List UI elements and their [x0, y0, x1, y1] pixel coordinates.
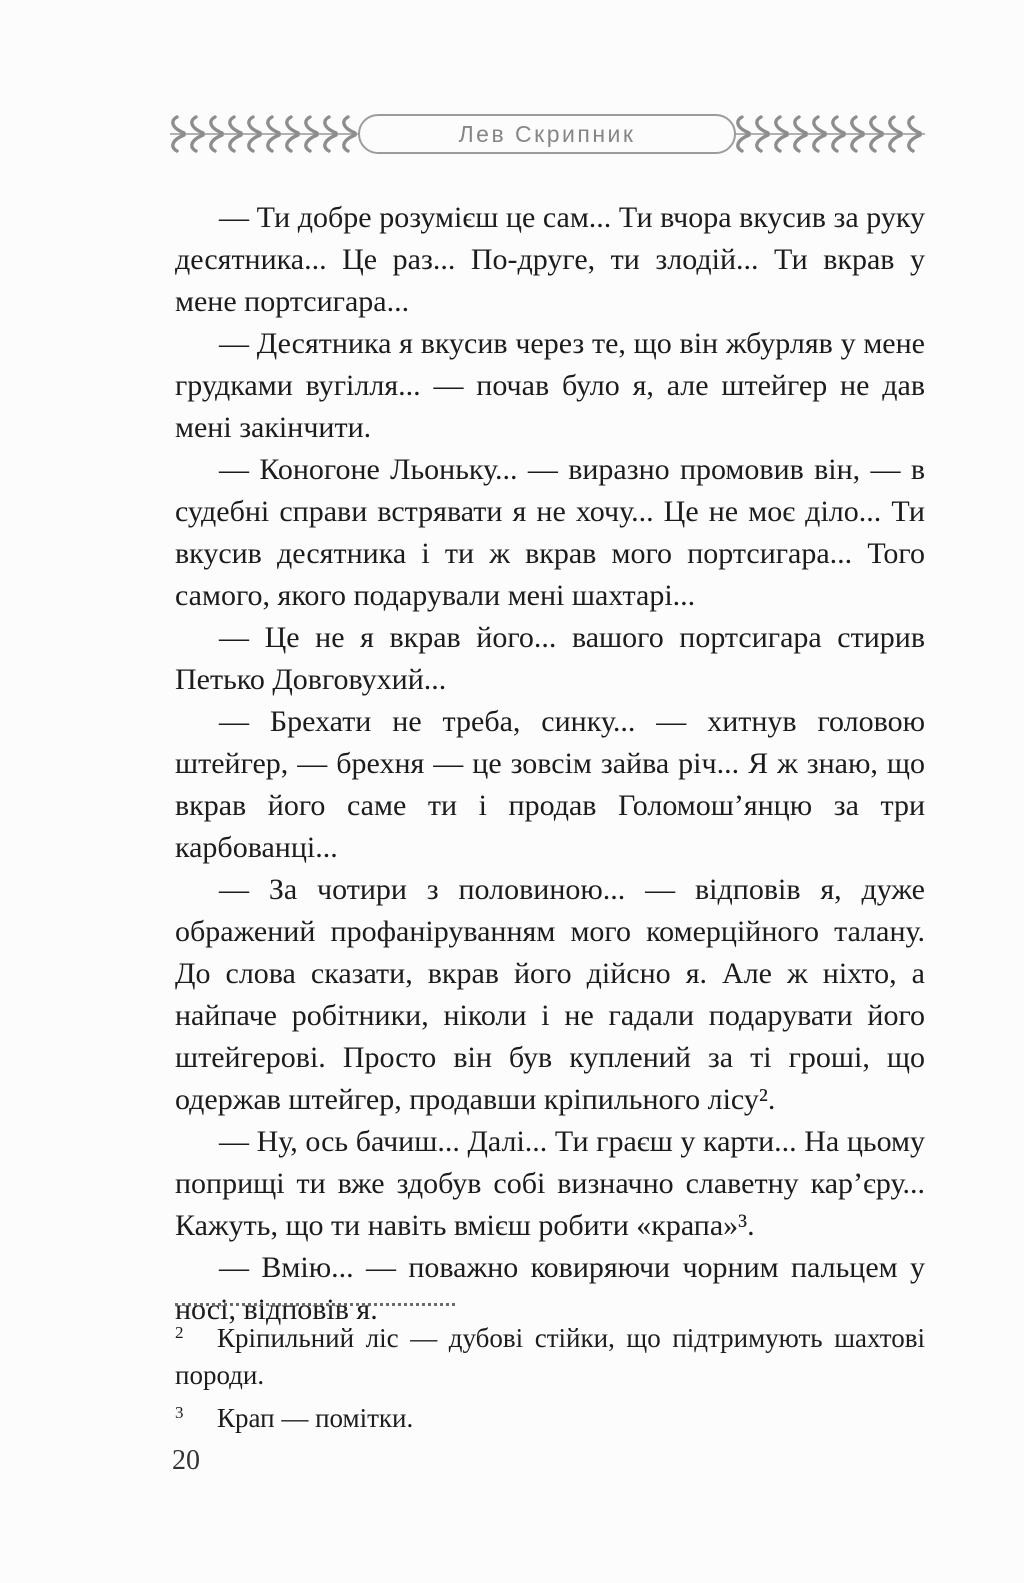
paragraph: — Це не я вкрав його... вашого портсигара стирив Петько Довговухий...: [175, 621, 925, 696]
paragraph: — Коногоне Льоньку... — виразно промовив він, — в судебні справи встрявати я не хочу... Це не моє діло... Ти вкусив десятника і ти ж вкрав мого портсигара... Того самого, якого подарували мені шахтарі...: [175, 453, 925, 612]
footnote: [175, 1394, 925, 1437]
paragraph: — Брехати не треба, синку... — хитнув головою штейгер, — брехня — це зовсім зайва річ... Я ж знаю, що вкрав його саме ти і продав Голомош’янцю за три карбованці...: [175, 705, 925, 864]
author-name: Лев Скрипник: [458, 120, 636, 147]
footnote-text: Крап — помітки.: [217, 1403, 414, 1433]
page-body: [175, 197, 925, 1331]
paragraph: — Десятника я вкусив через те, що він жбурляв у мене грудками вугілля... — почав було я, але штейгер не дав мені закінчити.: [175, 327, 925, 444]
footnote-separator: [175, 1303, 455, 1306]
paragraph: — Ну, ось бачиш... Далі... Ти граєш у карти... На цьому поприщі ти вже здобув собі визначно славетну кар’єру... Кажуть, що ти навіть вмієш робити «крапа»³.: [175, 1125, 925, 1242]
page-number: 20: [172, 1445, 200, 1476]
footnote: [175, 1314, 925, 1394]
footnotes-section: [175, 1303, 925, 1437]
author-badge: [358, 114, 736, 154]
footnote-marker: 2: [175, 1323, 184, 1342]
footnote-marker: 3: [175, 1403, 184, 1422]
laurel-ornament-left: [170, 112, 360, 156]
footnote-text: Кріпильний ліс — дубові стійки, що підтримують шахтові породи.: [175, 1323, 925, 1390]
paragraph: — Ти добре розумієш це сам... Ти вчора вкусив за руку десятника... Це раз... По-друге, ти злодій... Ти вкрав у мене портсигара...: [175, 201, 925, 318]
paragraph: — Вмію... — поважно ковиряючи чорним пальцем у носі, відповів я.: [175, 1251, 925, 1326]
laurel-ornament-right: [735, 112, 925, 156]
paragraph: — За чотири з половиною... — відповів я, дуже ображений профаніруванням мого комерційного талану. До слова сказати, вкрав його дійсно я. Але ж ніхто, а найпаче робітники, ніколи і не гадали подарувати його штейгерові. Просто він був куплений за ті гроші, що одержав штейгер, продавши кріпильного лісу².: [175, 873, 925, 1116]
